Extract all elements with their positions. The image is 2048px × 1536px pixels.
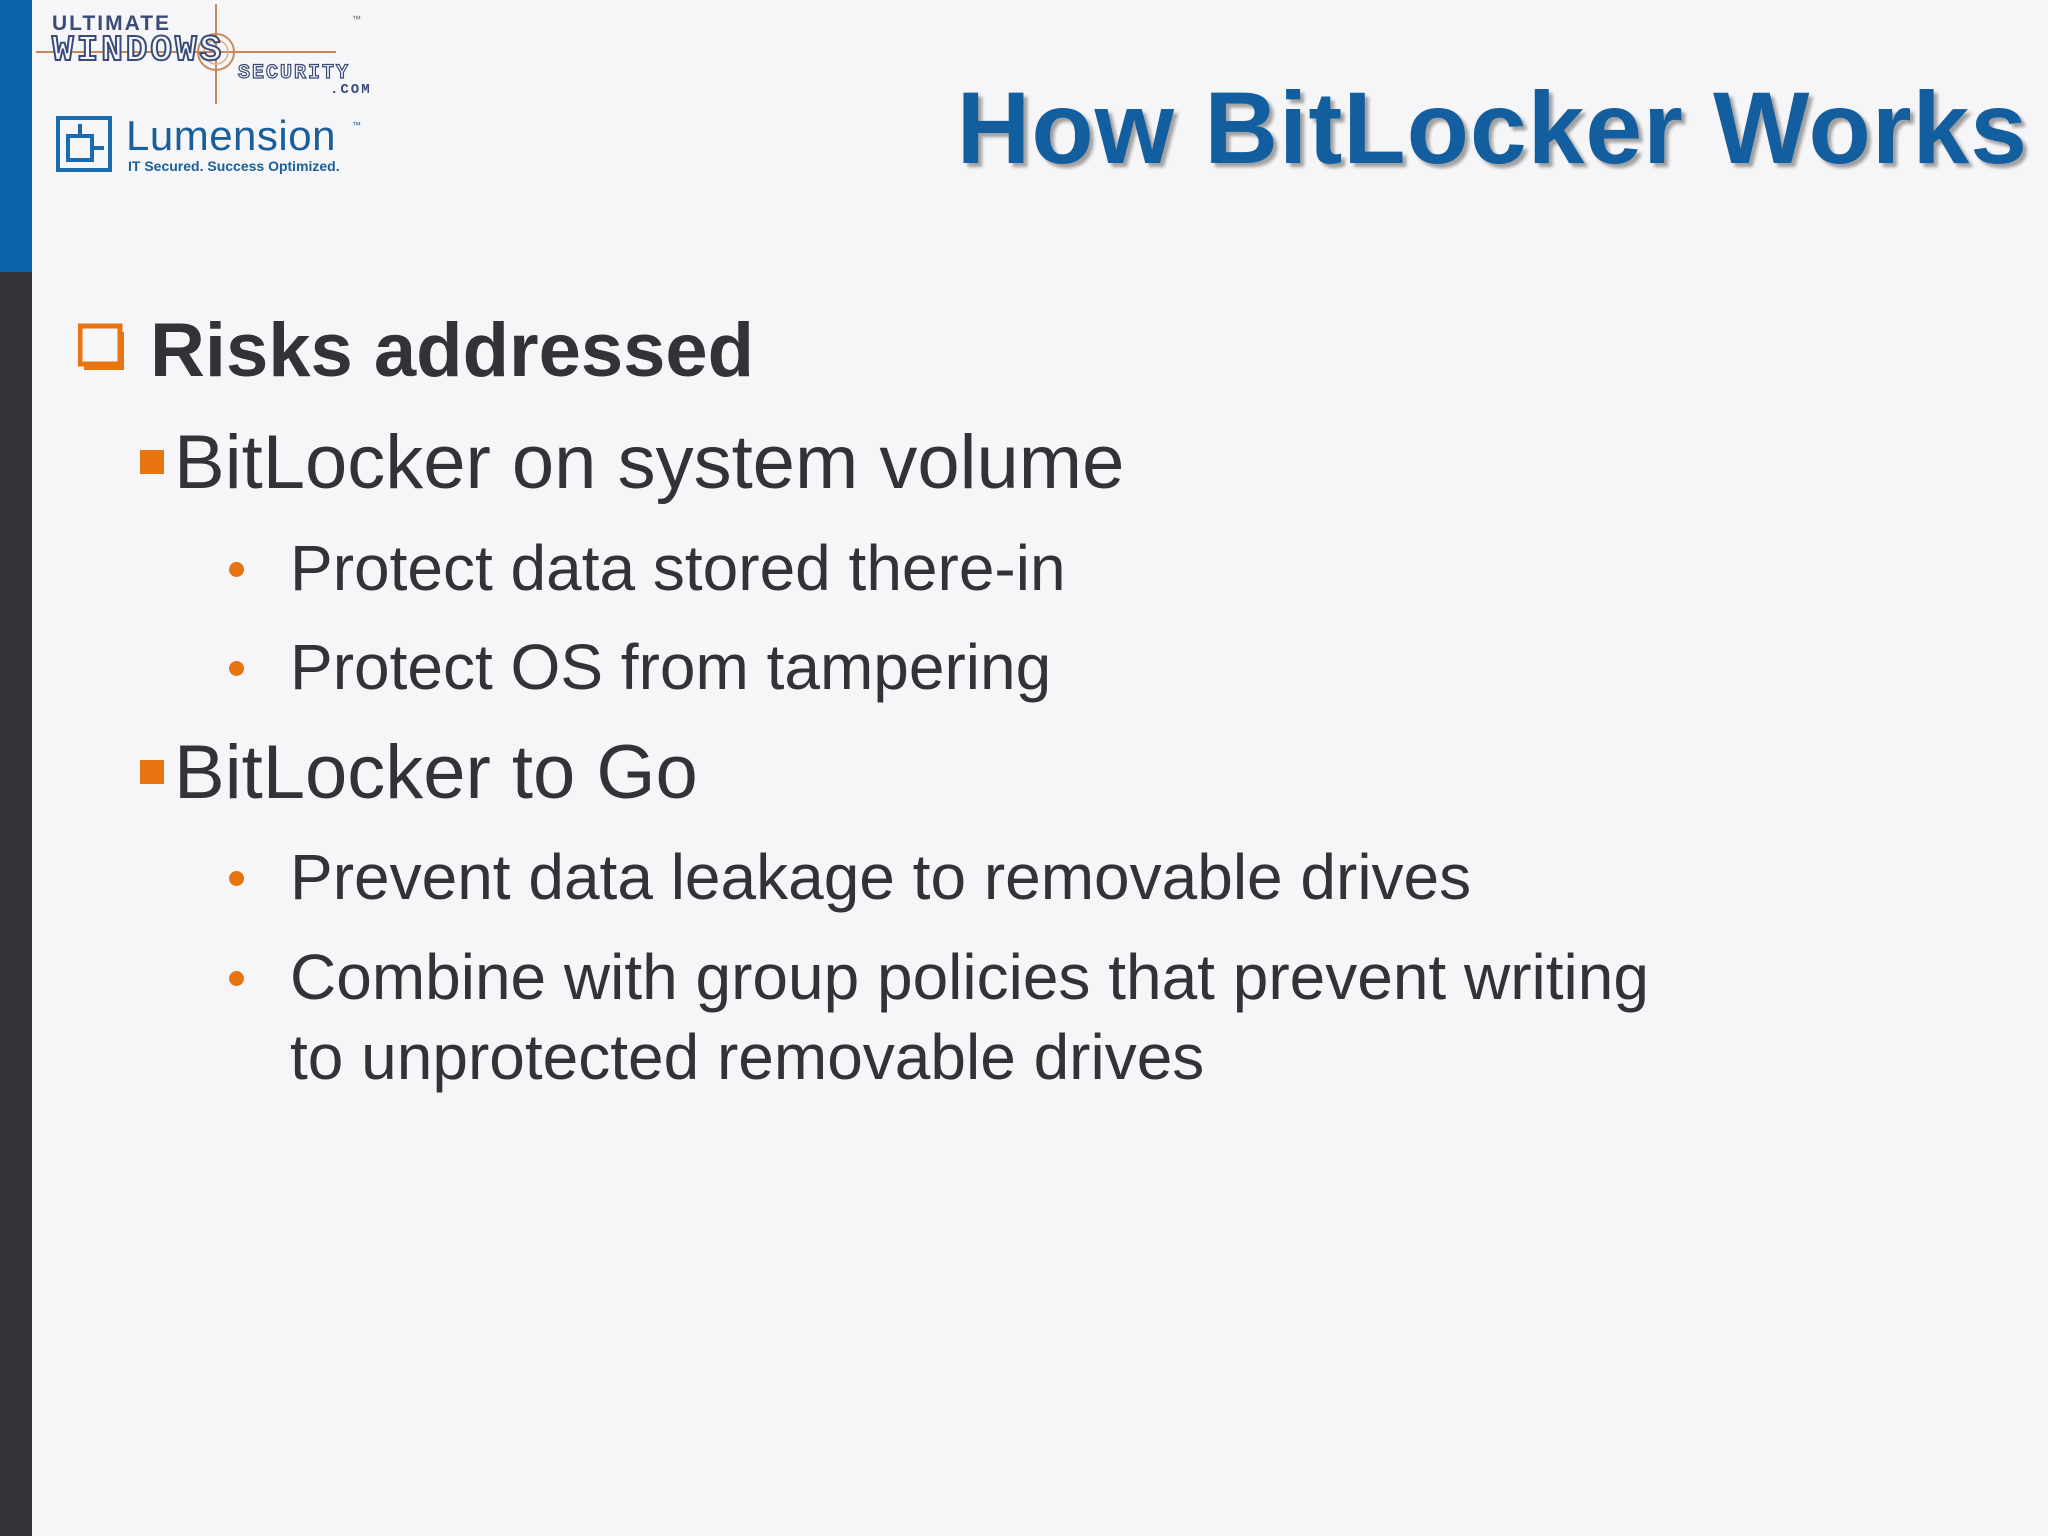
sub-bullet-protect-os: Protect OS from tampering xyxy=(290,631,1052,703)
logo-trademark: ™ xyxy=(352,14,361,24)
logo-text-com: .COM xyxy=(330,82,372,98)
bullet-bitlocker-system-volume: BitLocker on system volume xyxy=(174,420,1125,505)
lumension-trademark: ™ xyxy=(352,120,361,130)
slide-title: How BitLocker Works xyxy=(956,71,2028,185)
hollow-square-bullet-icon xyxy=(78,322,128,372)
logo-text-security: SECURITY xyxy=(238,62,351,85)
dot-bullet-icon xyxy=(229,562,244,577)
dot-bullet-icon xyxy=(229,661,244,676)
lumension-name: Lumension xyxy=(126,112,336,159)
bullet-bitlocker-to-go: BitLocker to Go xyxy=(174,730,698,815)
sub-bullet-prevent-leakage: Prevent data leakage to removable drives xyxy=(290,841,1472,913)
square-bullet-icon xyxy=(140,760,164,784)
square-bullet-icon xyxy=(140,450,164,474)
bullet-heading-risks-addressed: Risks addressed xyxy=(150,308,755,393)
logo-text-windows: WINDOWS xyxy=(52,30,225,71)
dot-bullet-icon xyxy=(229,971,244,986)
sub-bullet-combine-group-policies-continued: to unprotected removable drives xyxy=(290,1021,1205,1093)
sub-bullet-protect-data: Protect data stored there-in xyxy=(290,532,1066,604)
dot-bullet-icon xyxy=(229,871,244,886)
lumension-tagline: IT Secured. Success Optimized. xyxy=(128,158,340,174)
logo-text-ultimate: ULTIMATE xyxy=(52,12,172,35)
sub-bullet-combine-group-policies: Combine with group policies that prevent writing xyxy=(290,941,1649,1013)
